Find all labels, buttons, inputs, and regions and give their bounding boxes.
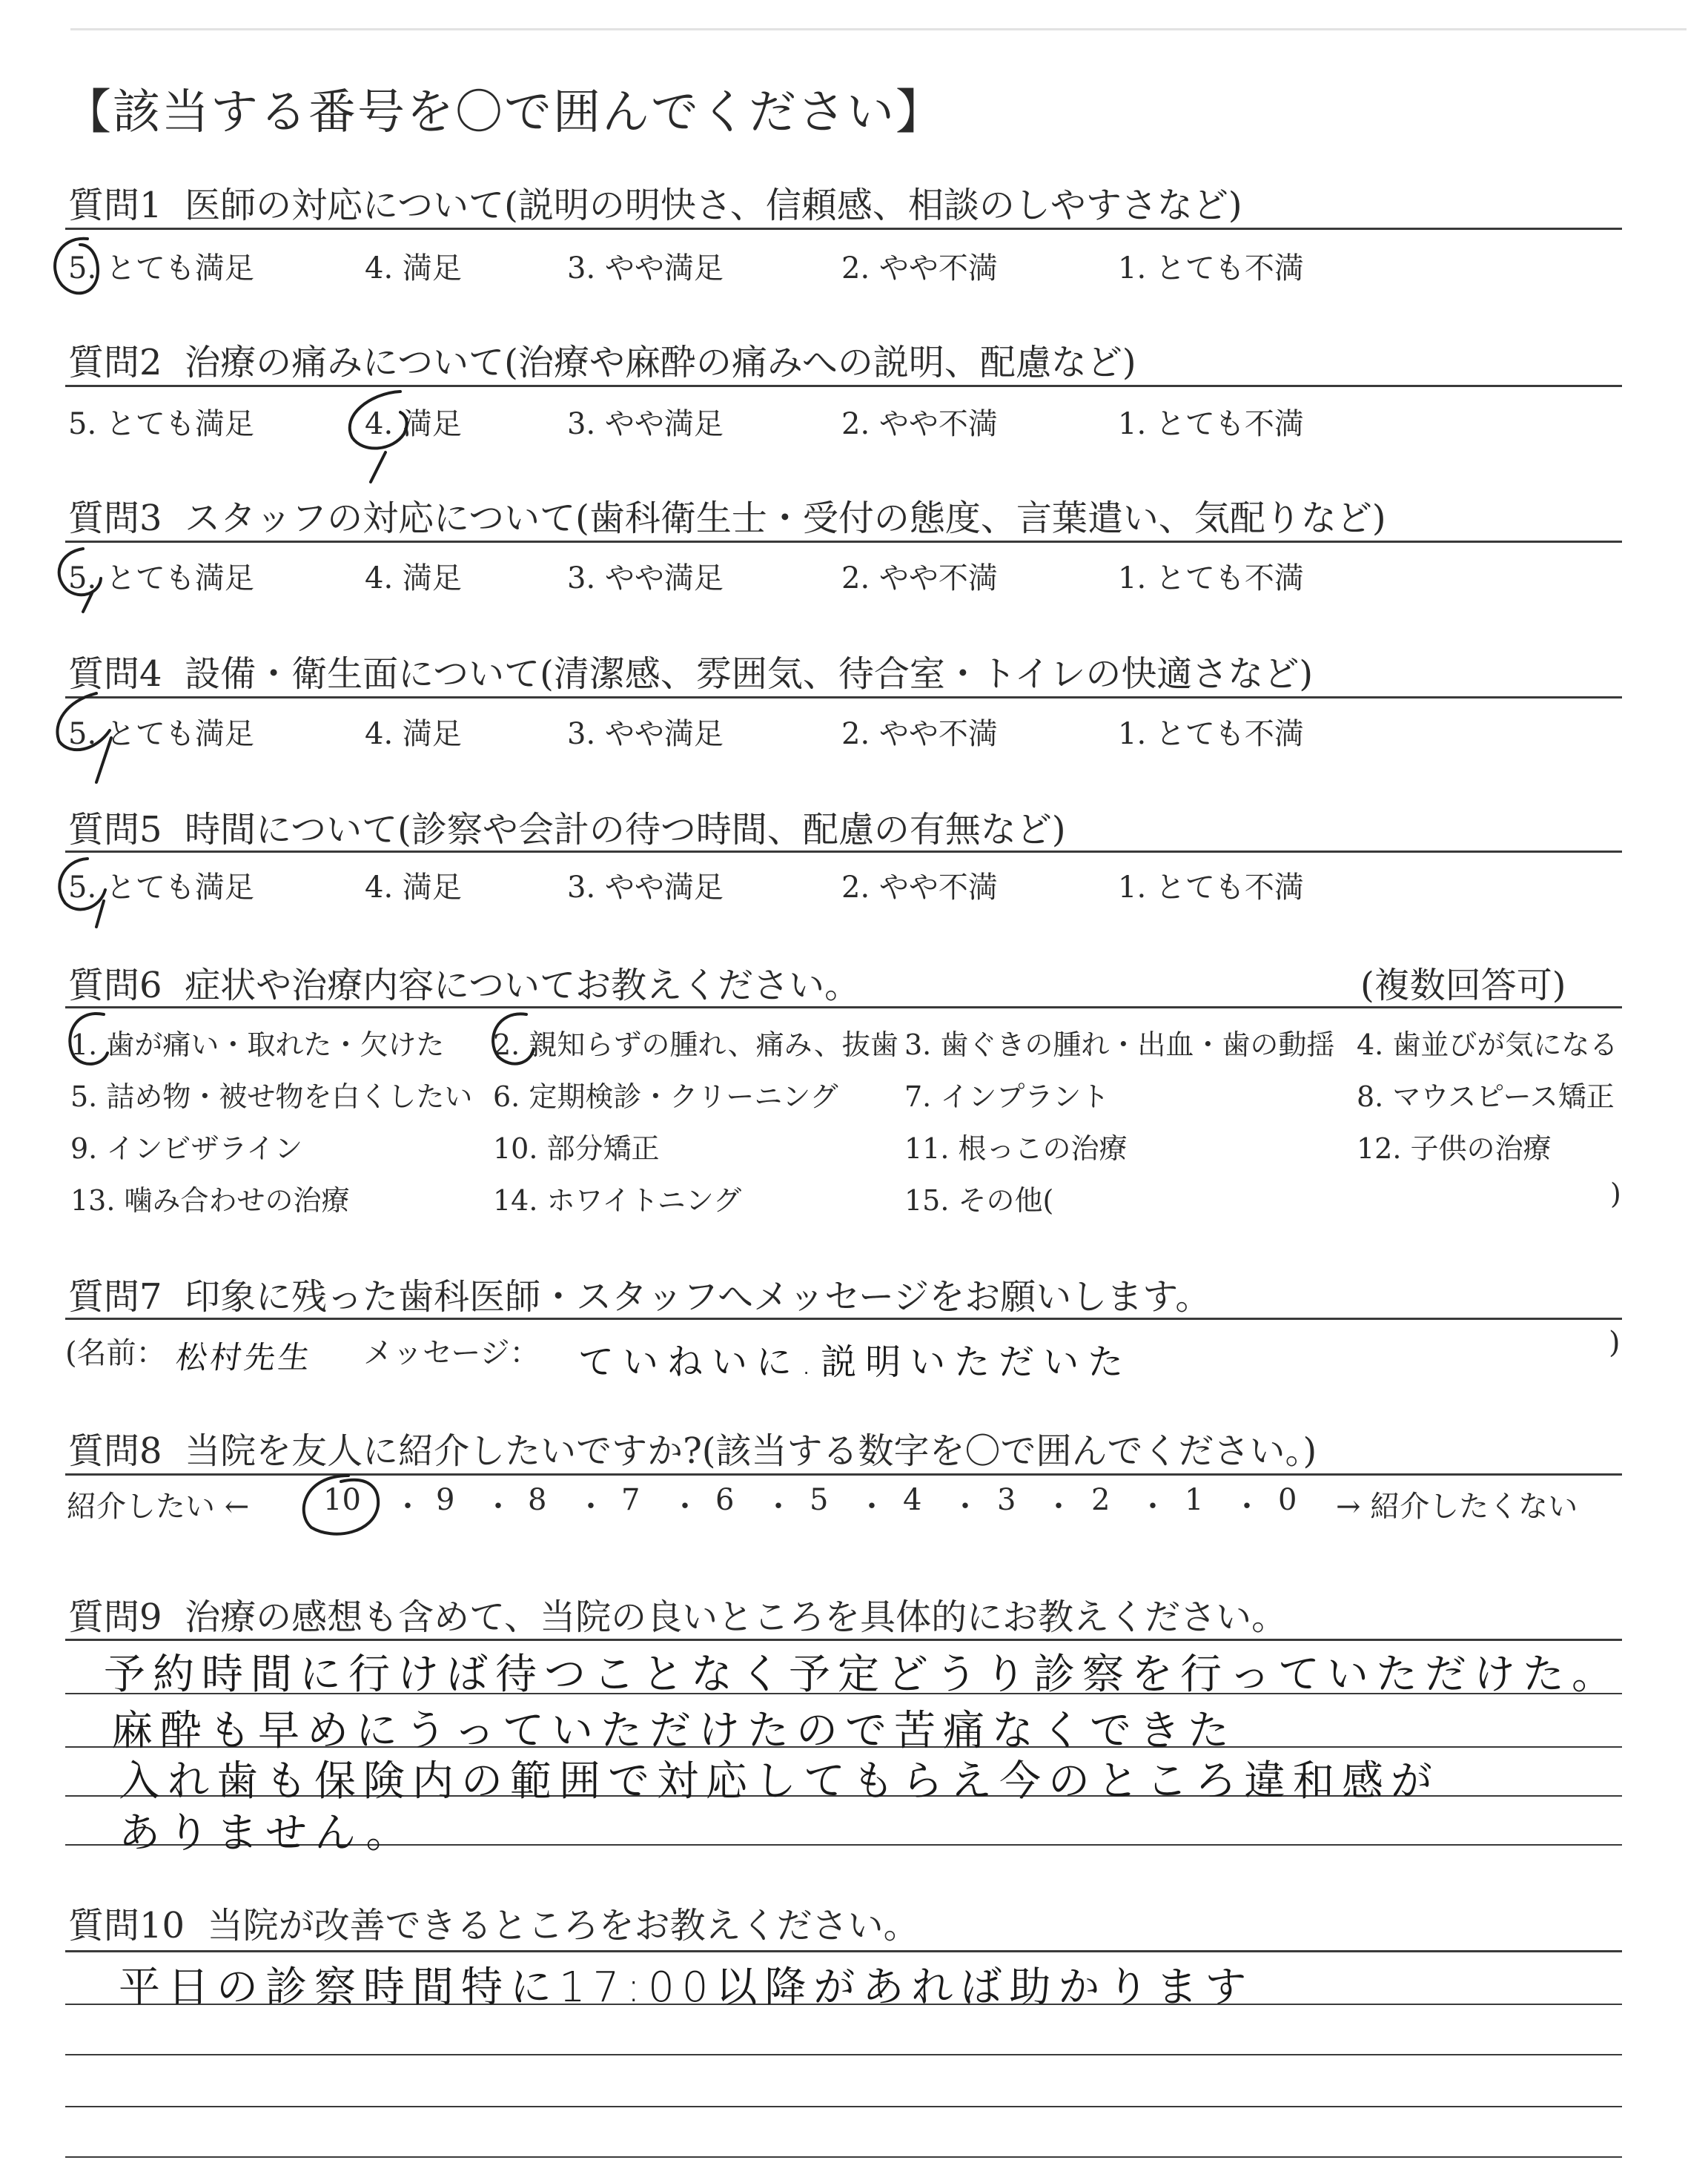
scale-separator: ・ [1044,1490,1073,1524]
scale-2[interactable]: 2 [1091,1483,1110,1517]
rating-4[interactable]: 4. 満足 [365,407,462,441]
question-8 [68,1422,1317,1473]
answer-line: 入れ歯も保険内の範囲で対応してもらえ今のところ違和感が [119,1757,1440,1806]
message-value[interactable]: ていねいに.説明いただいた [578,1341,1133,1383]
rating-3[interactable]: 3. やや満足 [567,717,724,751]
rating-4[interactable]: 4. 満足 [365,561,462,595]
rating-1[interactable]: 1. とても不満 [1118,251,1304,285]
symptom-option-9[interactable]: 9. インビザライン [70,1132,303,1165]
rating-2[interactable]: 2. やや不満 [841,871,998,905]
symptom-option-10[interactable]: 10. 部分矯正 [493,1132,660,1165]
rating-3[interactable]: 3. やや満足 [567,561,724,595]
scale-3[interactable]: 3 [997,1483,1016,1517]
symptom-option-1[interactable]: 1. 歯が痛い・取れた・欠けた [70,1028,445,1061]
question-label: 質問10 [68,1905,185,1946]
scale-separator: ・ [764,1490,793,1524]
name-label: (名前： [65,1336,166,1370]
rule-line [65,696,1622,698]
scale-separator: ・ [393,1490,423,1524]
question-label: 質問1 [68,185,162,226]
question-6 [68,957,860,1008]
answer-line: 平日の診察時間特に17:00以降があれば助かります [119,1964,1254,2012]
question-text: 印象に残った歯科医師・スタッフへメッセージをお願いします。 [185,1276,1211,1318]
rating-4[interactable]: 4. 満足 [365,871,462,905]
question-4 [68,645,1313,696]
question-1 [68,176,1242,228]
question-label: 質問2 [68,342,162,383]
answer-line: ありません。 [119,1809,415,1857]
scale-separator: ・ [1232,1490,1262,1524]
question-5 [68,801,1066,852]
rule-line [65,2106,1622,2107]
symptom-option-12[interactable]: 12. 子供の治療 [1357,1132,1552,1165]
scale-10[interactable]: 10 [323,1483,361,1517]
answer-line: 麻酔も早めにうっていただけたので苦痛なくできた [111,1707,1237,1755]
rule-line [65,1006,1622,1008]
rating-5[interactable]: 5. とても満足 [68,251,254,285]
rating-5[interactable]: 5. とても満足 [68,407,254,441]
other-close-paren: ) [1610,1178,1621,1210]
rule-line [65,2156,1622,2158]
scale-separator: ・ [1138,1490,1168,1524]
question-text: 時間について(診察や会計の待つ時間、配慮の有無など) [185,809,1066,851]
rule-line [65,1473,1622,1476]
symptom-option-11[interactable]: 11. 根っこの治療 [904,1132,1128,1165]
rating-2[interactable]: 2. やや不満 [841,251,998,285]
page-title: 【該当する番号を〇で囲んでください】 [64,85,944,140]
rating-2[interactable]: 2. やや不満 [841,561,998,595]
question-9 [68,1588,1287,1639]
rating-3[interactable]: 3. やや満足 [567,251,724,285]
scale-separator: ・ [576,1490,606,1524]
question-text: 医師の対応について(説明の明快さ、信頼感、相談のしやすさなど) [185,185,1242,226]
scale-right-label: → 紹介したくない [1336,1490,1578,1524]
rule-line [65,541,1622,543]
rating-2[interactable]: 2. やや不満 [841,407,998,441]
rating-5[interactable]: 5. とても満足 [68,561,254,595]
answer-line: 予約時間に行けば待つことなく予定どうり診察を行っていただけた。 [104,1651,1621,1699]
question-2 [68,334,1136,385]
symptom-option-8[interactable]: 8. マウスピース矯正 [1357,1080,1615,1113]
symptom-option-2[interactable]: 2. 親知らずの腫れ、痛み、抜歯 [493,1028,898,1061]
multiple-answer-note: (複数回答可) [1360,965,1566,1006]
question-text: 症状や治療内容についてお教えください。 [185,965,861,1006]
question-text: 治療の痛みについて(治療や麻酔の痛みへの説明、配慮など) [185,342,1136,383]
scale-separator: ・ [670,1490,700,1524]
rule-line [65,228,1622,230]
symptom-option-3[interactable]: 3. 歯ぐきの腫れ・出血・歯の動揺 [904,1028,1335,1061]
rating-3[interactable]: 3. やや満足 [567,407,724,441]
question-text: 設備・衛生面について(清潔感、雰囲気、待合室・トイレの快適さなど) [185,653,1314,695]
rule-line [65,1950,1622,1952]
rating-1[interactable]: 1. とても不満 [1118,561,1304,595]
scale-left-label: 紹介したい ← [67,1490,250,1524]
scale-4[interactable]: 4 [903,1483,922,1517]
scale-7[interactable]: 7 [621,1483,640,1517]
symptom-option-6[interactable]: 6. 定期検診・クリーニング [493,1080,838,1113]
rating-1[interactable]: 1. とても不満 [1118,407,1304,441]
question-3 [68,489,1386,541]
scale-5[interactable]: 5 [810,1483,829,1517]
rating-5[interactable]: 5. とても満足 [68,717,254,751]
question-label: 質問8 [68,1430,162,1472]
rule-line [65,2054,1622,2055]
question-label: 質問3 [68,498,162,539]
rating-1[interactable]: 1. とても不満 [1118,871,1304,905]
rating-1[interactable]: 1. とても不満 [1118,717,1304,751]
rule-line [65,1639,1622,1641]
question-text: 当院を友人に紹介したいですか?(該当する数字を〇で囲んでください。) [185,1430,1317,1472]
rating-5[interactable]: 5. とても満足 [68,871,254,905]
rule-line [65,1318,1622,1320]
message-close-paren: ) [1609,1326,1621,1360]
question-text: 治療の感想も含めて、当院の良いところを具体的にお教えください。 [185,1596,1288,1638]
rating-4[interactable]: 4. 満足 [365,251,462,285]
rating-2[interactable]: 2. やや不満 [841,717,998,751]
top-divider [70,28,1687,30]
rating-4[interactable]: 4. 満足 [365,717,462,751]
rule-line [65,851,1622,853]
message-label: メッセージ： [363,1336,540,1370]
question-label: 質問7 [68,1276,162,1318]
symptom-option-4[interactable]: 4. 歯並びが気になる [1357,1028,1618,1061]
staff-name-value[interactable]: 松村先生 [173,1339,316,1375]
scale-separator: ・ [483,1490,513,1524]
symptom-option-7[interactable]: 7. インプラント [904,1080,1110,1113]
scale-9[interactable]: 9 [436,1483,455,1517]
scale-6[interactable]: 6 [715,1483,735,1517]
question-text: スタッフの対応について(歯科衛生士・受付の態度、言葉遣い、気配りなど) [185,498,1386,539]
question-text: 当院が改善できるところをお教えください。 [207,1905,919,1946]
symptom-option-13[interactable]: 13. 噛み合わせの治療 [70,1184,350,1217]
scale-separator: ・ [857,1490,887,1524]
scale-0[interactable]: 0 [1278,1483,1297,1517]
rating-3[interactable]: 3. やや満足 [567,871,724,905]
question-10 [68,1897,919,1948]
question-7 [68,1268,1211,1319]
scale-separator: ・ [950,1490,980,1524]
scale-8[interactable]: 8 [528,1483,547,1517]
symptom-option-5[interactable]: 5. 詰め物・被せ物を白くしたい [70,1080,473,1113]
symptom-option-15[interactable]: 15. その他( [904,1184,1054,1217]
question-label: 質問9 [68,1596,162,1638]
rule-line [65,385,1622,387]
scale-1[interactable]: 1 [1185,1483,1204,1517]
question-label: 質問6 [68,965,162,1006]
question-label: 質問4 [68,653,162,695]
question-label: 質問5 [68,809,162,851]
symptom-option-14[interactable]: 14. ホワイトニング [493,1184,742,1217]
